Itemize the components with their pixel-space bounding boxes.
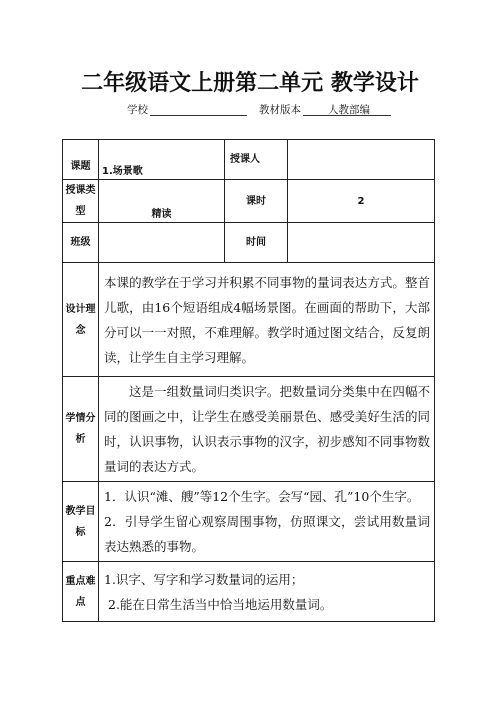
edition-value: 人教部编 [328, 104, 370, 116]
row-key-points [63, 562, 435, 622]
row-lesson-type [63, 180, 435, 223]
school-label: 学校 [127, 104, 148, 116]
class-label: 班级 [63, 223, 99, 263]
goal-item: 2．引导学生留心观察周围事物，仿照课文，尝试用数量词表达熟悉的事物。 [104, 514, 430, 554]
row-topic [63, 140, 435, 180]
teacher-label: 授课人 [225, 140, 288, 180]
meta-line [0, 100, 500, 122]
document-title: 二年级语文上册第二单元 教学设计 [81, 71, 419, 96]
edition-label: 教材版本 [259, 104, 301, 116]
row-class [63, 223, 435, 263]
topic-value: 1.场景歌 [99, 140, 225, 180]
teacher-value [288, 140, 435, 180]
class-value [99, 223, 225, 263]
analysis-label: 学情分析 [63, 377, 99, 482]
goals-cell [99, 482, 435, 562]
row-analysis [63, 377, 435, 482]
lesson-type-value: 精读 [99, 180, 225, 223]
school-blank [150, 115, 247, 116]
goals-label: 教学目标 [63, 482, 99, 562]
goal-item: 1．认识“滩、艘”等12个生字。会写“园、孔”10个生字。 [104, 489, 420, 504]
design-text: 本课的教学在于学习并积累不同事物的量词表达方式。整首儿歌，由16个短语组成4幅场景图。在画面的帮助下，大部分可以一一对照，不难理解。教学时通过图文结合，反复朗读，让学生自主学习理解。 [99, 263, 435, 377]
design-label: 设计理念 [63, 263, 99, 377]
lesson-type-label: 授课类型 [63, 180, 99, 223]
key-points-cell [99, 562, 435, 622]
periods-label: 课时 [225, 180, 288, 223]
time-label: 时间 [225, 223, 288, 263]
periods-value: 2 [288, 180, 435, 223]
topic-label: 课题 [63, 140, 99, 180]
lesson-plan-table [62, 139, 435, 622]
row-goals [63, 482, 435, 562]
analysis-text: 这是一组数量词归类识字。把数量词分类集中在四幅不同的图画之中，让学生在感受美丽景色、感受美好生活的同时，认识事物，认识表示事物的汉字，初步感知不同事物数量词的表达方式。 [99, 377, 435, 482]
key-point-item: 1.识字、写字和学习数量词的运用； [104, 571, 304, 587]
key-point-item: 2.能在日常生活当中恰当地运用数量词。 [108, 596, 333, 612]
row-design [63, 263, 435, 377]
key-points-label: 重点难点 [63, 562, 99, 622]
time-value [288, 223, 435, 263]
